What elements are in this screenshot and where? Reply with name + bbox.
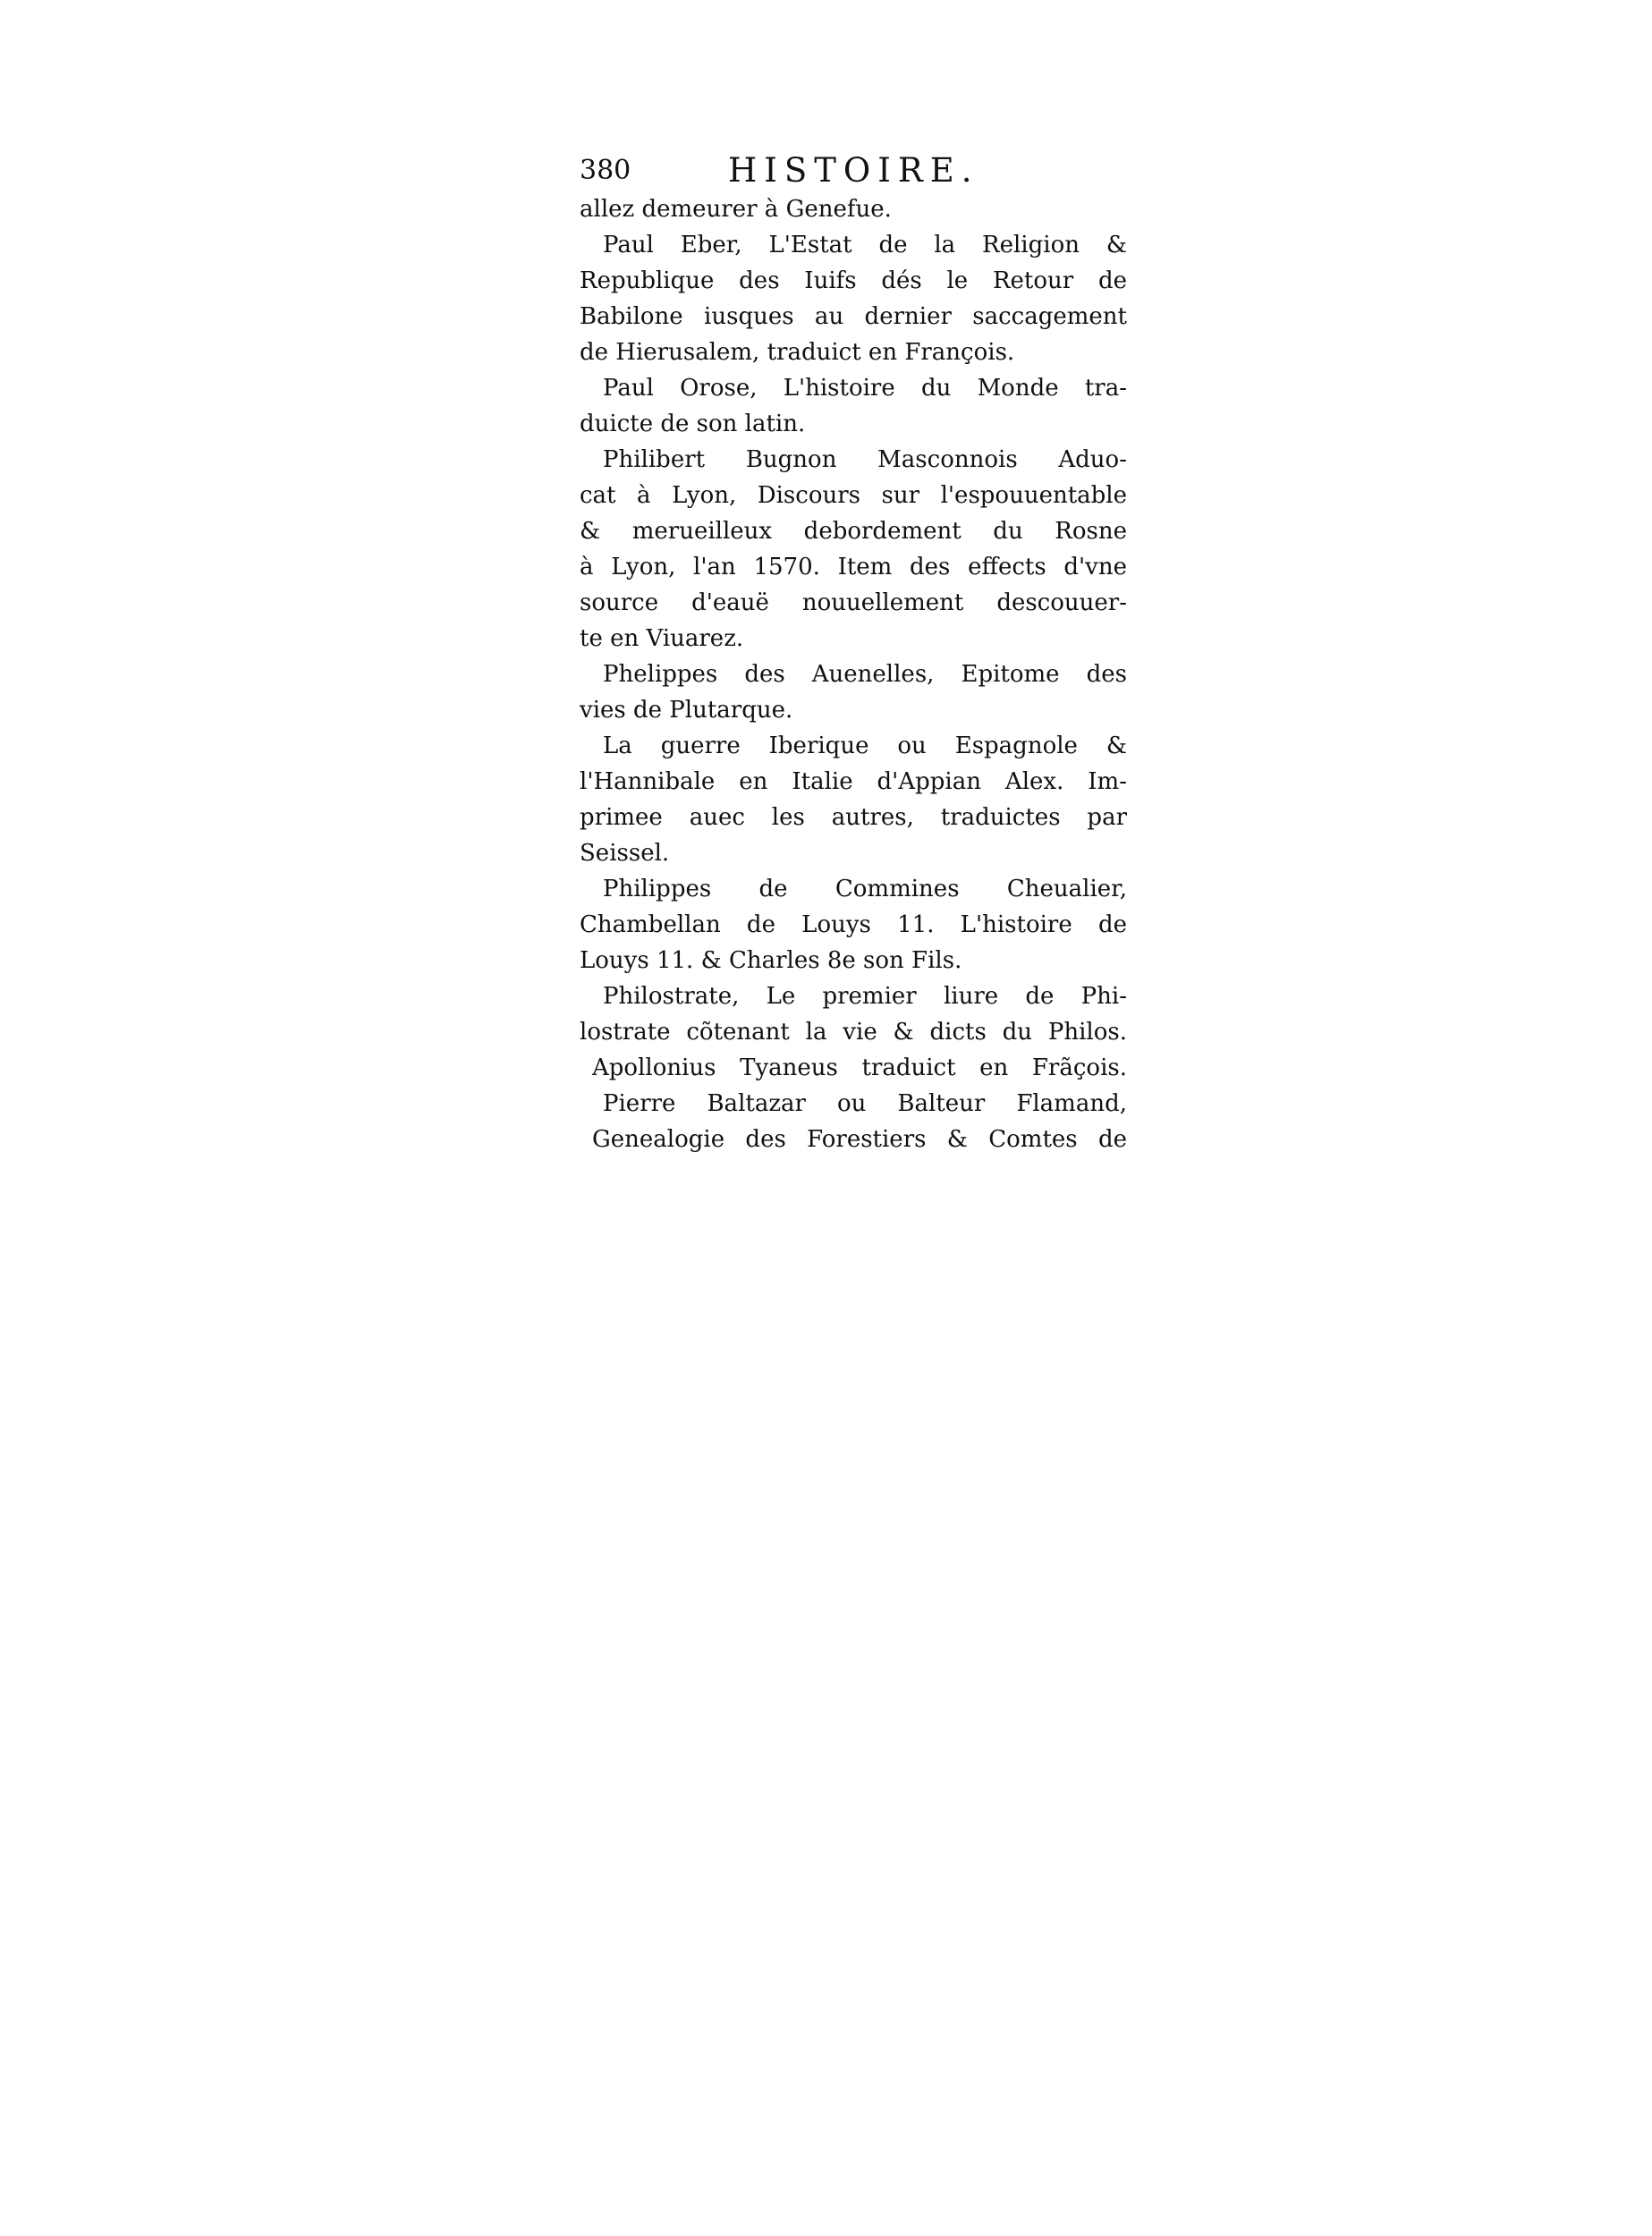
text-line: Babilone iusques au dernier saccagement (580, 303, 1127, 330)
running-title: HISTOIRE. (728, 151, 979, 190)
text-line: à Lyon, l'an 1570. Item des effects d'vne (580, 554, 1127, 580)
text-line: source d'eauë nouuellement descouuer- (580, 589, 1127, 616)
text-line: Louys 11. & Charles 8e son Fils. (580, 947, 962, 974)
text-line: Philibert Bugnon Masconnois Aduo- (603, 446, 1127, 473)
text-line: Philostrate, Le premier liure de Phi- (603, 983, 1127, 1010)
text-line: Chambellan de Louys 11. L'histoire de (580, 911, 1127, 938)
text-line: Apollonius Tyaneus traduict en Frãçois. (592, 1054, 1127, 1081)
text-line: l'Hannibale en Italie d'Appian Alex. Im- (580, 768, 1127, 795)
text-line: allez demeurer à Genefue. (580, 196, 892, 223)
text-line: Paul Eber, L'Estat de la Religion & (603, 232, 1127, 258)
text-line: Pierre Baltazar ou Balteur Flamand, (603, 1090, 1127, 1117)
text-line: vies de Plutarque. (580, 697, 793, 724)
text-line: de Hierusalem, traduict en François. (580, 339, 1015, 366)
page-header (580, 150, 1127, 191)
text-line: Philippes de Commines Cheualier, (603, 876, 1127, 902)
text-line: Republique des Iuifs dés le Retour de (580, 267, 1127, 294)
text-line: Paul Orose, L'histoire du Monde tra- (603, 375, 1127, 402)
text-line: Genealogie des Forestiers & Comtes de (592, 1126, 1127, 1153)
text-line: La guerre Iberique ou Espagnole & (603, 733, 1127, 759)
text-line: duicte de son latin. (580, 411, 806, 437)
text-line: lostrate cõtenant la vie & dicts du Philos. (580, 1019, 1127, 1046)
text-line: Phelippes des Auenelles, Epitome des (603, 661, 1127, 688)
text-line: cat à Lyon, Discours sur l'espouuentable (580, 482, 1127, 509)
text-line: Seissel. (580, 840, 670, 867)
page-number: 380 (580, 155, 631, 186)
text-line: te en Viuarez. (580, 625, 744, 652)
text-line: primee auec les autres, traduictes par (580, 804, 1127, 831)
text-line: & merueilleux debordement du Rosne (580, 518, 1127, 545)
text-block (580, 150, 1127, 1157)
